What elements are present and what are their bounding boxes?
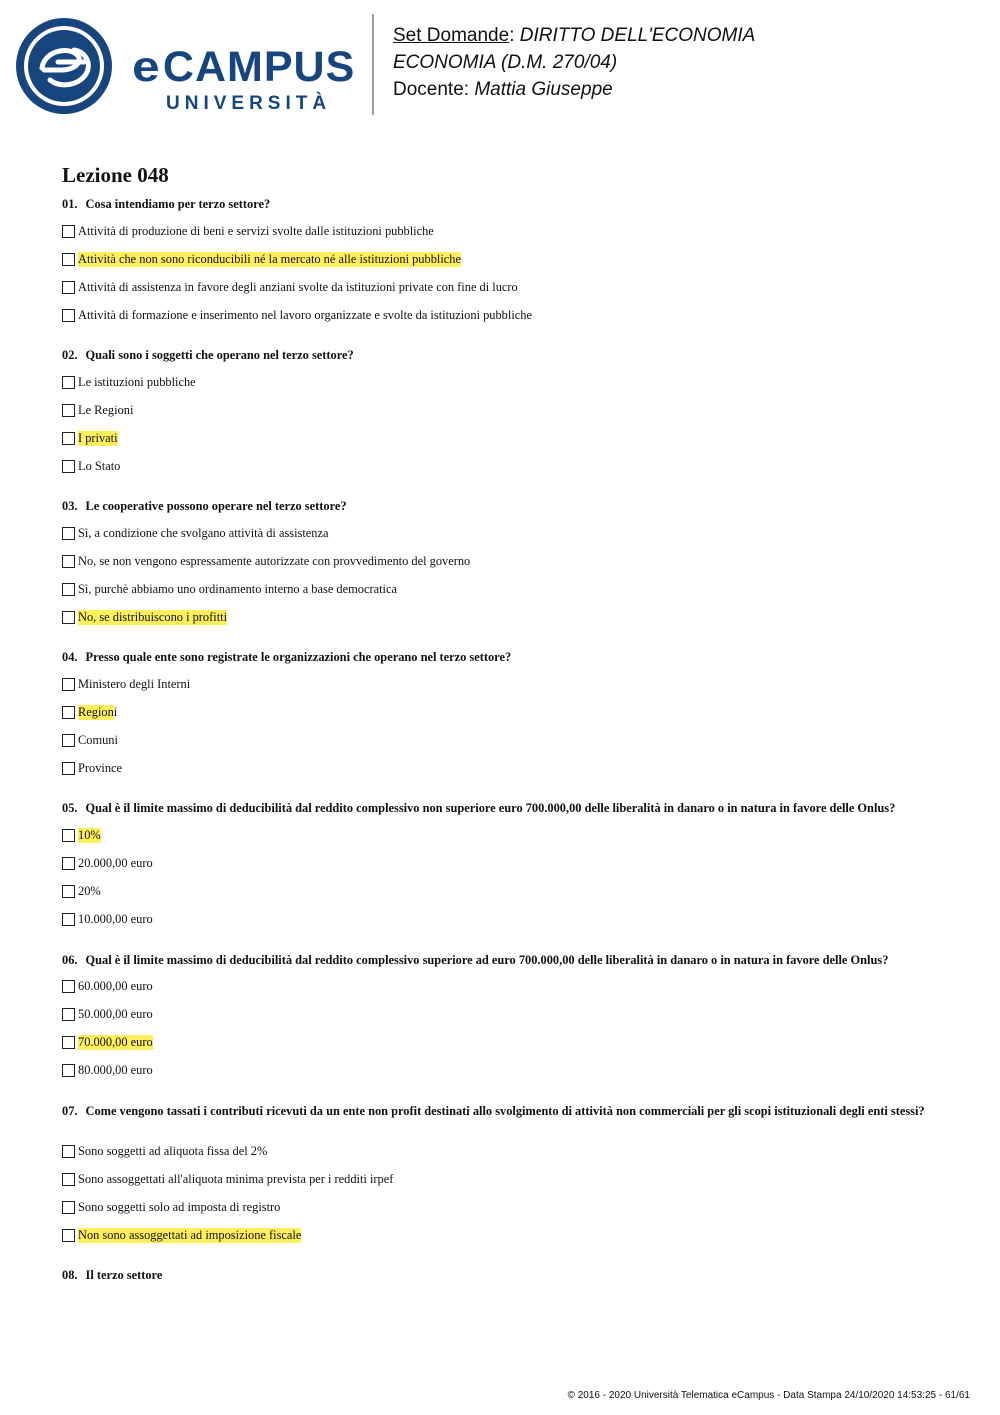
answer-option[interactable]: Attività di formazione e inserimento nel lavoro organizzate e svolte da istituzioni pubbliche — [62, 307, 532, 324]
set-title-2: ECONOMIA (D.M. 270/04) — [393, 52, 618, 73]
question-title: 06. Qual è il limite massimo di deducibilità dal reddito complessivo superiore ad euro 700.000,00 delle liberalità in danaro o in natura in favore delle Onlus? — [62, 953, 889, 967]
docente-name: Mattia Giuseppe — [474, 79, 613, 100]
checkbox[interactable] — [62, 1229, 75, 1242]
checkbox[interactable] — [62, 980, 75, 993]
docente-label: Docente — [393, 79, 464, 100]
checkbox[interactable] — [62, 460, 75, 473]
ecampus-emblem-icon — [14, 16, 114, 116]
answer-option[interactable]: 80.000,00 euro — [62, 1062, 153, 1079]
question-title: 05. Qual è il limite massimo di deducibilità dal reddito complessivo non superiore euro 700.000,00 delle liberalità in danaro o in natura in favore delle Onlus? — [62, 801, 896, 815]
checkbox[interactable] — [62, 432, 75, 445]
answer-option[interactable]: Sì, a condizione che svolgano attività di assistenza — [62, 525, 329, 542]
set-title-line-2 — [393, 49, 755, 76]
answer-option[interactable]: Region i — [62, 704, 117, 721]
checkbox[interactable] — [62, 309, 75, 322]
question-title: 04. Presso quale ente sono registrate le organizzazioni che operano nel terzo settore? — [62, 650, 512, 664]
answer-option[interactable] — [62, 430, 118, 447]
ecampus-logo — [14, 16, 359, 116]
header-divider — [372, 14, 374, 115]
set-title-line-1: Set Domande: DIRITTO DELL'ECONOMIA — [393, 25, 756, 46]
checkbox[interactable] — [62, 1201, 75, 1214]
answer-option[interactable] — [62, 1034, 153, 1051]
correct-answer: 10% — [78, 828, 101, 842]
question-title: 02. Quali sono i soggetti che operano nel terzo settore? — [62, 348, 354, 362]
correct-answer: I privati — [78, 431, 118, 445]
question-title: 03. Le cooperative possono operare nel terzo settore? — [62, 499, 347, 513]
answer-option[interactable]: 20.000,00 euro — [62, 855, 153, 872]
question-title: 01. Cosa intendiamo per terzo settore? — [62, 197, 271, 211]
answer-option[interactable]: Sono assoggettati all'aliquota minima prevista per i redditi irpef — [62, 1171, 393, 1188]
checkbox[interactable] — [62, 1008, 75, 1021]
answer-option[interactable]: Comuni — [62, 732, 118, 749]
answer-option[interactable]: No, se non vengono espressamente autorizzate con provvedimento del governo — [62, 553, 470, 570]
answer-option[interactable]: 60.000,00 euro — [62, 978, 153, 995]
checkbox[interactable] — [62, 706, 75, 719]
checkbox[interactable] — [62, 225, 75, 238]
logo-tagline: UNIVERSITÀ — [166, 93, 332, 114]
set-title-1: DIRITTO DELL'ECONOMIA — [519, 25, 756, 46]
answer-option[interactable]: Province — [62, 760, 122, 777]
answer-option[interactable]: Sono soggetti ad aliquota fissa del 2% — [62, 1143, 267, 1160]
answer-option[interactable] — [62, 251, 461, 268]
checkbox[interactable] — [62, 1173, 75, 1186]
checkbox[interactable] — [62, 404, 75, 417]
question-title: 07. Come vengono tassati i contributi ricevuti da un ente non profit destinati allo svolgimento di attività non commerciali per gli scopi istituzionali degli enti stessi? — [62, 1104, 925, 1118]
answer-option[interactable]: Lo Stato — [62, 458, 120, 475]
docente-line: Docente: Mattia Giuseppe — [393, 79, 613, 100]
checkbox[interactable] — [62, 527, 75, 540]
checkbox[interactable] — [62, 583, 75, 596]
checkbox[interactable] — [62, 1064, 75, 1077]
checkbox[interactable] — [62, 678, 75, 691]
answer-option[interactable]: 20% — [62, 883, 101, 900]
checkbox[interactable] — [62, 611, 75, 624]
checkbox[interactable] — [62, 885, 75, 898]
answer-option[interactable]: Le Regioni — [62, 402, 133, 419]
logo-wordmark: eCAMPUS — [132, 43, 356, 91]
checkbox[interactable] — [62, 253, 75, 266]
answer-option[interactable] — [62, 609, 227, 626]
answer-option[interactable]: Sono soggetti solo ad imposta di registro — [62, 1199, 280, 1216]
question-title: 08. Il terzo settore — [62, 1268, 163, 1282]
checkbox[interactable] — [62, 281, 75, 294]
answer-option[interactable]: 50.000,00 euro — [62, 1006, 153, 1023]
lesson-title: Lezione 048 — [62, 163, 169, 187]
checkbox[interactable] — [62, 1145, 75, 1158]
answer-option[interactable] — [62, 1227, 301, 1244]
checkbox[interactable] — [62, 762, 75, 775]
correct-answer: No, se distribuiscono i profitti — [78, 610, 228, 624]
checkbox[interactable] — [62, 829, 75, 842]
answer-option[interactable]: Le istituzioni pubbliche — [62, 374, 196, 391]
logo-e-glyph: e — [132, 43, 161, 91]
checkbox[interactable] — [62, 1036, 75, 1049]
checkbox[interactable] — [62, 734, 75, 747]
checkbox[interactable] — [62, 376, 75, 389]
answer-option[interactable]: Sì, purchè abbiamo uno ordinamento interno a base democratica — [62, 581, 397, 598]
checkbox[interactable] — [62, 857, 75, 870]
answer-option[interactable]: Attività di assistenza in favore degli anziani svolte da istituzioni private con fine di lucro — [62, 279, 518, 296]
page-header — [0, 0, 1000, 130]
correct-answer: Region — [78, 705, 114, 719]
correct-answer: Non sono assoggettati ad imposizione fiscale — [78, 1228, 302, 1242]
set-info — [393, 22, 755, 103]
answer-option[interactable]: Attività di produzione di beni e servizi svolte dalle istituzioni pubbliche — [62, 223, 434, 240]
answer-option[interactable]: Ministero degli Interni — [62, 676, 190, 693]
checkbox[interactable] — [62, 555, 75, 568]
page-footer: © 2016 - 2020 Università Telematica eCampus - Data Stampa 24/10/2020 14:53:25 - 61/61 — [567, 1390, 970, 1401]
correct-answer: Attività che non sono riconducibili né la mercato né alle istituzioni pubbliche — [78, 252, 461, 266]
checkbox[interactable] — [62, 913, 75, 926]
answer-option[interactable] — [62, 827, 101, 844]
set-label: Set Domande — [393, 25, 510, 46]
correct-answer: 70.000,00 euro — [78, 1035, 153, 1049]
answer-option[interactable]: 10.000,00 euro — [62, 911, 153, 928]
